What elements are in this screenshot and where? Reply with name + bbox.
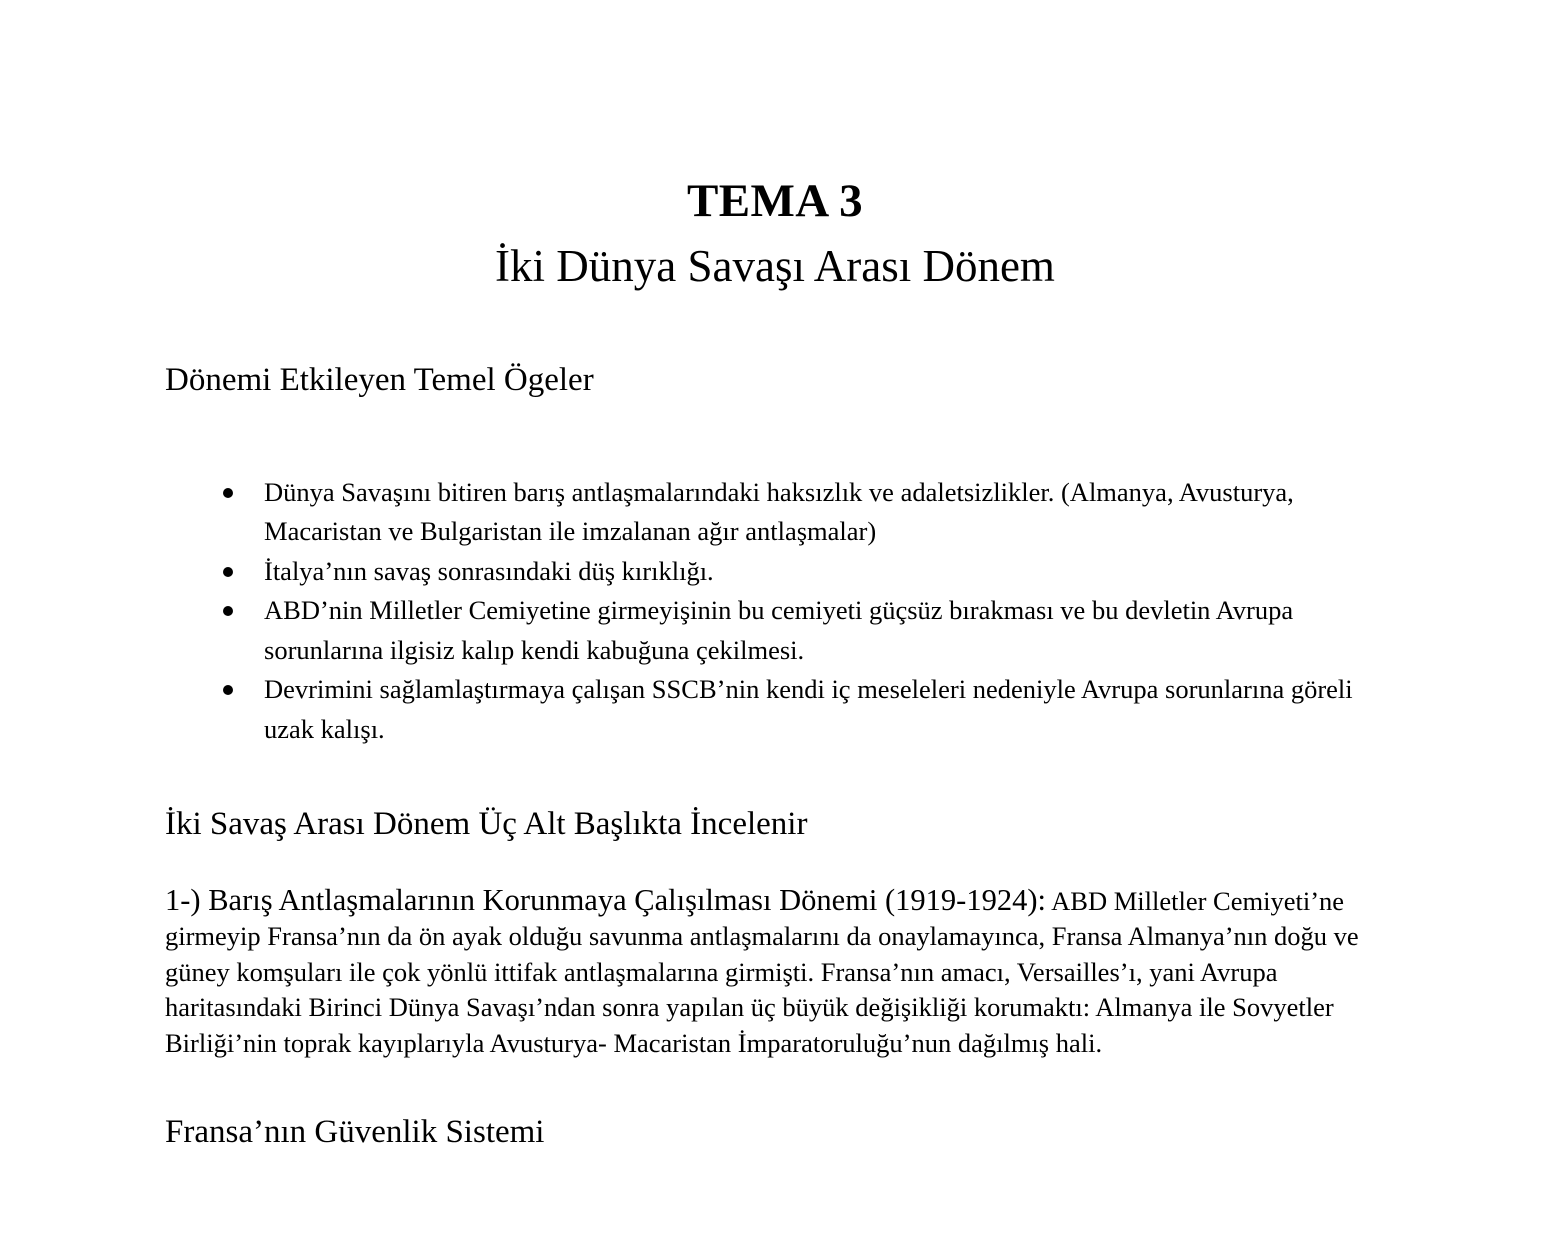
list-item	[165, 591, 1385, 670]
title-block	[165, 0, 1385, 293]
list-item-text: Devrimini sağlamlaştırmaya çalışan SSCB’nin kendi iç meseleleri nedeniyle Avrupa sorunlarına göreli uzak kalışı.	[264, 674, 1353, 744]
bullet-icon	[223, 488, 233, 498]
paragraph-lead-phrase: 1-) Barış Antlaşmalarının Korunmaya Çalışılması Dönemi (1919-1924):	[165, 882, 1046, 917]
list-item-text: ABD’nin Milletler Cemiyetine girmeyişinin bu cemiyeti güçsüz bırakması ve bu devletin Avrupa sorunlarına ilgisiz kalıp kendi kabuğuna çekilmesi.	[264, 595, 1294, 665]
list-item-text: Dünya Savaşını bitiren barış antlaşmalarındaki haksızlık ve adaletsizlikler. (Almanya, Avusturya, Macaristan ve Bulgaristan ile imzalanan ağır antlaşmalar)	[264, 476, 1294, 547]
page-subtitle: İki Dünya Savaşı Arası Dönem	[495, 240, 1055, 291]
list-item	[165, 670, 1385, 749]
bullet-icon	[223, 567, 233, 577]
list-item-text: İtalya’nın savaş sonrasındaki düş kırıklığı.	[264, 555, 714, 586]
list-item	[165, 552, 1385, 592]
bullet-icon	[223, 685, 233, 695]
temel-ogeler-list	[165, 473, 1385, 750]
page-title: TEMA 3	[686, 175, 864, 227]
section-heading-fransa-guvenlik-sistemi: Fransa’nın Güvenlik Sistemi	[165, 1114, 545, 1151]
section-heading-temel-ogeler: Dönemi Etkileyen Temel Ögeler	[165, 362, 594, 399]
list-item	[165, 473, 1385, 552]
paragraph-baris-antlasmalari	[165, 883, 1385, 1062]
paragraph-body-text: ABD Milletler Cemiyeti’ne girmeyip Fransa’nın da ön ayak olduğu savunma antlaşmalarını da onaylamayınca, Fransa Almanya’nın doğu ve güney komşuları ile çok yönlü ittifak antlaşmalarına girmişti. Fransa’nın amacı, Versailles’ı, yani Avrupa haritasındaki Birinci Dünya Savaşı’ndan sonra yapılan üç büyük değişikliği korumaktı: Almanya ile Sovyetler Birliği’nin toprak kayıplarıyla Avusturya- Macaristan İmparatoruluğu’nun dağılmış hali.	[165, 885, 1359, 1058]
bullet-icon	[223, 606, 233, 616]
section-heading-uc-alt-baslik: İki Savaş Arası Dönem Üç Alt Başlıkta İncelenir	[165, 806, 808, 843]
